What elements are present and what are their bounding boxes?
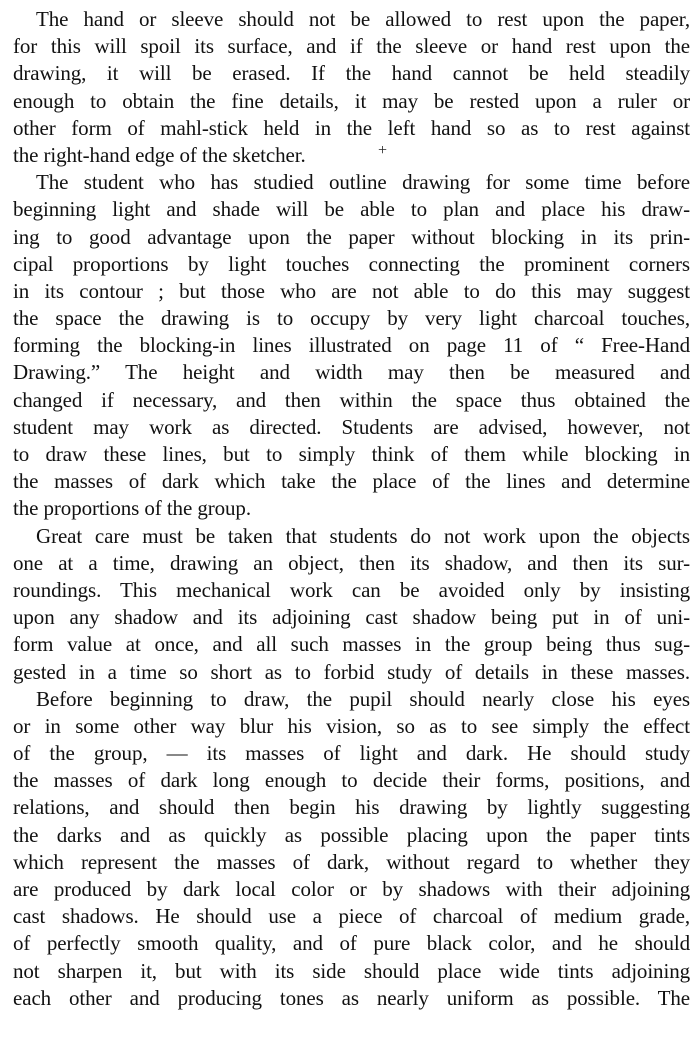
pen-annotation-mark: + xyxy=(378,142,388,159)
text-line: relations, and should then begin his drawing by lightly suggesting xyxy=(13,795,690,820)
text-line: The student who has studied outline drawing for some time before xyxy=(36,170,690,195)
text-line: for this will spoil its surface, and if the sleeve or hand rest upon the xyxy=(13,34,690,59)
text-line: each other and producing tones as nearly uniform as possible. The xyxy=(13,985,690,1010)
paragraph-4 xyxy=(13,686,690,1012)
text-line: Great care must be taken that students do not work upon the objects xyxy=(36,523,690,548)
text-line: roundings. This mechanical work can be avoided only by insisting xyxy=(13,577,690,602)
text-line: beginning light and shade will be able to plan and place his draw- xyxy=(13,197,690,222)
text-line: to draw these lines, but to simply think of them while blocking in xyxy=(13,442,690,466)
text-line: Drawing.” The height and width may then be measured and xyxy=(13,360,690,385)
text-line: which represent the masses of dark, without regard to whether they xyxy=(13,849,690,874)
text-line: the space the drawing is to occupy by very light charcoal touches, xyxy=(13,306,690,331)
text-line: the right-hand edge of the sketcher. xyxy=(13,142,306,167)
text-line: are produced by dark local color or by shadows with their adjoining xyxy=(13,877,690,901)
text-line: The hand or sleeve should not be allowed to rest upon the paper, xyxy=(36,7,690,31)
text-line: changed if necessary, and then within the space thus obtained the xyxy=(13,387,690,412)
text-line: forming the blocking-in lines illustrated on page 11 of “ Free-Hand xyxy=(13,333,690,358)
text-line: enough to obtain the fine details, it may be rested upon a ruler or xyxy=(13,88,690,113)
text-line: of perfectly smooth quality, and of pure black color, and he should xyxy=(13,931,690,956)
paragraph-3 xyxy=(13,523,690,686)
text-line: the masses of dark long enough to decide their forms, positions, and xyxy=(13,768,690,793)
text-line: other form of mahl-stick held in the left hand so as to rest against xyxy=(13,115,690,140)
body-text xyxy=(13,6,690,1012)
text-line: the masses of dark which take the place of the lines and determine xyxy=(13,469,690,494)
text-line: drawing, it will be erased. If the hand cannot be held steadily xyxy=(13,61,690,86)
text-line: in its contour ; but those who are not able to do this may suggest xyxy=(13,278,690,303)
paragraph-1 xyxy=(13,6,690,169)
text-line: one at a time, drawing an object, then its shadow, and then its sur- xyxy=(13,550,690,575)
text-line: cipal proportions by light touches connecting the prominent corners xyxy=(13,251,690,276)
text-line: student may work as directed. Students are advised, however, not xyxy=(13,414,690,439)
text-line: ing to good advantage upon the paper without blocking in its prin- xyxy=(13,224,690,249)
text-line: Before beginning to draw, the pupil should nearly close his eyes xyxy=(36,686,690,711)
text-line: upon any shadow and its adjoining cast shadow being put in of uni- xyxy=(13,605,690,630)
text-line: cast shadows. He should use a piece of charcoal of medium grade, xyxy=(13,904,690,929)
text-line: or in some other way blur his vision, so as to see simply the effect xyxy=(13,713,690,738)
paragraph-2 xyxy=(13,169,690,522)
text-line: of the group, — its masses of light and dark. He should study xyxy=(13,741,690,766)
text-line: the proportions of the group. xyxy=(13,496,251,521)
text-line: gested in a time so short as to forbid study of details in these masses. xyxy=(13,659,690,684)
text-line: the darks and as quickly as possible placing upon the paper tints xyxy=(13,822,690,847)
text-line: form value at once, and all such masses in the group being thus sug- xyxy=(13,632,690,657)
text-line: not sharpen it, but with its side should place wide tints adjoining xyxy=(13,958,690,983)
